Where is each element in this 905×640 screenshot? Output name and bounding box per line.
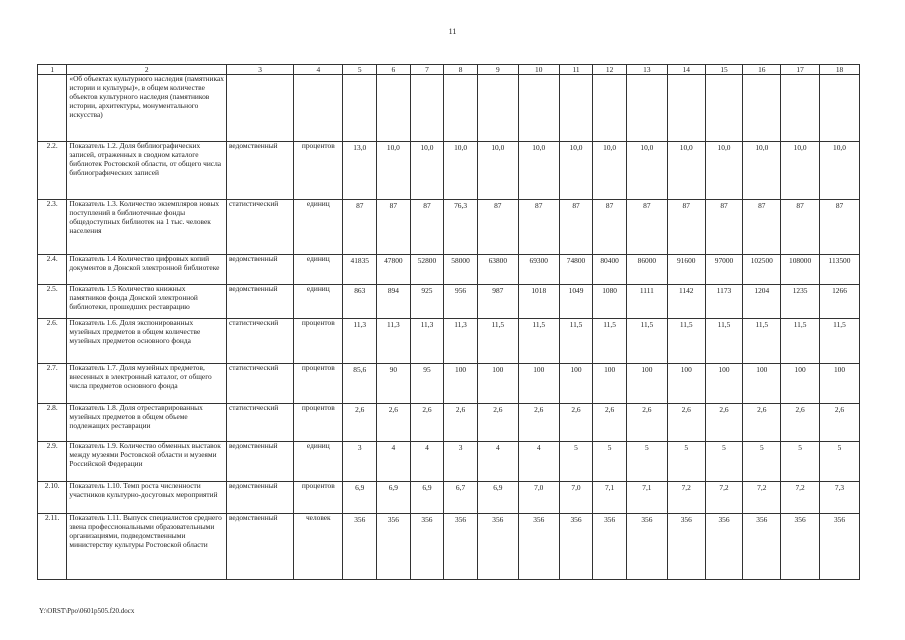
value-cell (626, 75, 667, 142)
value-cell: 76,3 (444, 200, 478, 255)
value-cell: 356 (667, 514, 705, 580)
table-row (38, 75, 860, 142)
column-number-row (38, 65, 860, 75)
row-number-cell: 2.8. (38, 404, 67, 442)
column-number-cell: 9 (477, 65, 518, 75)
table-row (38, 285, 860, 319)
value-cell: 11,5 (820, 319, 860, 364)
value-cell: 11,5 (593, 319, 627, 364)
unit-cell: человек (294, 514, 343, 580)
data-source-cell: статистический (226, 364, 293, 404)
value-cell: 11,3 (444, 319, 478, 364)
value-cell: 6,9 (477, 482, 518, 514)
column-number-cell: 2 (67, 65, 227, 75)
data-source-cell: ведомственный (226, 285, 293, 319)
column-number-cell: 13 (626, 65, 667, 75)
column-number-cell: 14 (667, 65, 705, 75)
indicator-name-cell: «Об объектах культурного наследия (памятниках истории и культуры)», в общем количестве объектов культурного наследия (памятников истории, архитектуры, монументального искусства) (67, 75, 227, 142)
row-number-cell: 2.3. (38, 200, 67, 255)
indicator-name-cell: Показатель 1.8. Доля отреставрированных музейных предметов в общем объеме подлежащих реставрации (67, 404, 227, 442)
value-cell: 100 (593, 364, 627, 404)
value-cell: 58000 (444, 255, 478, 285)
value-cell: 87 (518, 200, 559, 255)
value-cell: 100 (518, 364, 559, 404)
data-source-cell: статистический (226, 319, 293, 364)
value-cell: 7,3 (820, 482, 860, 514)
value-cell: 63800 (477, 255, 518, 285)
value-cell (518, 75, 559, 142)
unit-cell: единиц (294, 285, 343, 319)
data-source-cell: ведомственный (226, 482, 293, 514)
value-cell: 356 (626, 514, 667, 580)
value-cell (410, 75, 444, 142)
unit-cell: единиц (294, 255, 343, 285)
value-cell: 11,5 (667, 319, 705, 364)
row-number-cell: 2.10. (38, 482, 67, 514)
value-cell: 356 (343, 514, 377, 580)
table-row (38, 482, 860, 514)
value-cell (593, 75, 627, 142)
value-cell: 2,6 (518, 404, 559, 442)
value-cell: 10,0 (626, 142, 667, 200)
table-row (38, 514, 860, 580)
value-cell: 87 (343, 200, 377, 255)
value-cell: 5 (743, 442, 781, 482)
value-cell: 100 (705, 364, 743, 404)
value-cell: 85,6 (343, 364, 377, 404)
value-cell (705, 75, 743, 142)
value-cell: 113500 (820, 255, 860, 285)
value-cell: 2,6 (705, 404, 743, 442)
value-cell: 11,5 (518, 319, 559, 364)
value-cell: 6,9 (377, 482, 411, 514)
value-cell: 4 (477, 442, 518, 482)
value-cell: 87 (593, 200, 627, 255)
value-cell: 7,2 (781, 482, 820, 514)
value-cell: 1142 (667, 285, 705, 319)
value-cell: 956 (444, 285, 478, 319)
value-cell (377, 75, 411, 142)
column-number-cell: 15 (705, 65, 743, 75)
value-cell: 1235 (781, 285, 820, 319)
footer-file-path: Y:\ORST\Ppo\0601p505.f20.docx (39, 607, 135, 615)
value-cell: 11,5 (743, 319, 781, 364)
value-cell: 10,0 (743, 142, 781, 200)
column-number-cell: 8 (444, 65, 478, 75)
value-cell (343, 75, 377, 142)
column-number-cell: 12 (593, 65, 627, 75)
value-cell: 97000 (705, 255, 743, 285)
value-cell (477, 75, 518, 142)
value-cell: 87 (705, 200, 743, 255)
value-cell: 5 (820, 442, 860, 482)
value-cell: 10,0 (410, 142, 444, 200)
column-number-cell: 3 (226, 65, 293, 75)
value-cell: 108000 (781, 255, 820, 285)
value-cell: 356 (743, 514, 781, 580)
value-cell: 100 (743, 364, 781, 404)
row-number-cell: 2.2. (38, 142, 67, 200)
unit-cell (294, 75, 343, 142)
column-number-cell: 18 (820, 65, 860, 75)
value-cell: 2,6 (343, 404, 377, 442)
value-cell: 356 (377, 514, 411, 580)
value-cell: 356 (559, 514, 593, 580)
value-cell: 87 (781, 200, 820, 255)
value-cell: 2,6 (559, 404, 593, 442)
value-cell: 91600 (667, 255, 705, 285)
value-cell: 80400 (593, 255, 627, 285)
column-number-cell: 17 (781, 65, 820, 75)
value-cell: 987 (477, 285, 518, 319)
value-cell (559, 75, 593, 142)
value-cell: 1018 (518, 285, 559, 319)
data-source-cell: статистический (226, 404, 293, 442)
value-cell: 356 (705, 514, 743, 580)
column-number-cell: 4 (294, 65, 343, 75)
value-cell: 87 (377, 200, 411, 255)
value-cell: 2,6 (743, 404, 781, 442)
value-cell: 95 (410, 364, 444, 404)
value-cell: 2,6 (444, 404, 478, 442)
unit-cell: процентов (294, 364, 343, 404)
value-cell: 10,0 (444, 142, 478, 200)
indicator-name-cell: Показатель 1.5 Количество книжных памятников фонда Донской электронной библиотеки, прошедших реставрацию (67, 285, 227, 319)
value-cell: 87 (667, 200, 705, 255)
value-cell: 5 (559, 442, 593, 482)
value-cell: 6,7 (444, 482, 478, 514)
row-number-cell (38, 75, 67, 142)
value-cell: 7,1 (593, 482, 627, 514)
unit-cell: процентов (294, 404, 343, 442)
value-cell: 2,6 (593, 404, 627, 442)
column-number-cell: 5 (343, 65, 377, 75)
value-cell: 7,2 (667, 482, 705, 514)
value-cell: 5 (593, 442, 627, 482)
indicator-name-cell: Показатель 1.2. Доля библиографических записей, отраженных в сводном каталоге библиотек Ростовской области, от общего числа библиографических записей (67, 142, 227, 200)
value-cell: 2,6 (667, 404, 705, 442)
data-source-cell: ведомственный (226, 142, 293, 200)
unit-cell: единиц (294, 200, 343, 255)
column-number-cell: 1 (38, 65, 67, 75)
table-row (38, 142, 860, 200)
value-cell: 11,5 (477, 319, 518, 364)
value-cell: 1173 (705, 285, 743, 319)
value-cell: 356 (820, 514, 860, 580)
value-cell: 2,6 (820, 404, 860, 442)
value-cell: 87 (559, 200, 593, 255)
row-number-cell: 2.11. (38, 514, 67, 580)
value-cell: 7,0 (518, 482, 559, 514)
value-cell: 5 (626, 442, 667, 482)
value-cell: 52800 (410, 255, 444, 285)
value-cell: 87 (477, 200, 518, 255)
value-cell: 2,6 (410, 404, 444, 442)
value-cell: 356 (518, 514, 559, 580)
value-cell (667, 75, 705, 142)
value-cell: 10,0 (667, 142, 705, 200)
value-cell: 10,0 (377, 142, 411, 200)
value-cell: 3 (444, 442, 478, 482)
value-cell: 356 (593, 514, 627, 580)
value-cell: 1111 (626, 285, 667, 319)
value-cell: 11,5 (705, 319, 743, 364)
indicator-name-cell: Показатель 1.9. Количество обменных выставок между музеями Ростовской области и музеями Российской Федерации (67, 442, 227, 482)
value-cell: 7,2 (743, 482, 781, 514)
value-cell: 47800 (377, 255, 411, 285)
data-source-cell: ведомственный (226, 442, 293, 482)
value-cell: 10,0 (820, 142, 860, 200)
value-cell: 100 (626, 364, 667, 404)
row-number-cell: 2.6. (38, 319, 67, 364)
value-cell: 7,1 (626, 482, 667, 514)
value-cell: 87 (743, 200, 781, 255)
indicator-name-cell: Показатель 1.7. Доля музейных предметов, внесенных в электронный каталог, от общего числа предметов основного фонда (67, 364, 227, 404)
value-cell: 100 (477, 364, 518, 404)
value-cell: 100 (781, 364, 820, 404)
value-cell: 90 (377, 364, 411, 404)
value-cell: 41835 (343, 255, 377, 285)
unit-cell: процентов (294, 142, 343, 200)
value-cell: 3 (343, 442, 377, 482)
indicator-name-cell: Показатель 1.4 Количество цифровых копий документов в Донской электронной библиотеке (67, 255, 227, 285)
unit-cell: процентов (294, 482, 343, 514)
value-cell: 11,3 (377, 319, 411, 364)
row-number-cell: 2.9. (38, 442, 67, 482)
column-number-cell: 6 (377, 65, 411, 75)
column-number-cell: 11 (559, 65, 593, 75)
row-number-cell: 2.7. (38, 364, 67, 404)
table-row (38, 442, 860, 482)
data-source-cell: ведомственный (226, 514, 293, 580)
value-cell: 6,9 (343, 482, 377, 514)
value-cell: 74800 (559, 255, 593, 285)
table-row (38, 255, 860, 285)
value-cell (781, 75, 820, 142)
data-source-cell: статистический (226, 200, 293, 255)
value-cell: 863 (343, 285, 377, 319)
value-cell: 1080 (593, 285, 627, 319)
value-cell: 87 (626, 200, 667, 255)
value-cell: 7,2 (705, 482, 743, 514)
value-cell: 2,6 (477, 404, 518, 442)
column-number-cell: 16 (743, 65, 781, 75)
value-cell: 10,0 (477, 142, 518, 200)
value-cell: 5 (781, 442, 820, 482)
value-cell: 11,5 (559, 319, 593, 364)
value-cell: 1049 (559, 285, 593, 319)
value-cell: 356 (781, 514, 820, 580)
value-cell: 10,0 (518, 142, 559, 200)
table-row (38, 200, 860, 255)
value-cell: 5 (705, 442, 743, 482)
value-cell: 356 (410, 514, 444, 580)
value-cell: 4 (518, 442, 559, 482)
data-source-cell: ведомственный (226, 255, 293, 285)
unit-cell: процентов (294, 319, 343, 364)
value-cell (743, 75, 781, 142)
value-cell: 10,0 (559, 142, 593, 200)
value-cell: 356 (444, 514, 478, 580)
value-cell: 11,5 (781, 319, 820, 364)
value-cell: 2,6 (377, 404, 411, 442)
value-cell: 2,6 (781, 404, 820, 442)
indicator-name-cell: Показатель 1.10. Темп роста численности участников культурно-досуговых мероприятий (67, 482, 227, 514)
value-cell: 4 (410, 442, 444, 482)
value-cell: 11,5 (626, 319, 667, 364)
value-cell: 10,0 (781, 142, 820, 200)
row-number-cell: 2.4. (38, 255, 67, 285)
value-cell: 86000 (626, 255, 667, 285)
value-cell: 69300 (518, 255, 559, 285)
column-number-cell: 7 (410, 65, 444, 75)
value-cell: 4 (377, 442, 411, 482)
value-cell: 13,0 (343, 142, 377, 200)
column-number-cell: 10 (518, 65, 559, 75)
page-number: 11 (448, 27, 457, 36)
value-cell: 2,6 (626, 404, 667, 442)
value-cell: 5 (667, 442, 705, 482)
table-row (38, 404, 860, 442)
value-cell: 87 (820, 200, 860, 255)
unit-cell: единиц (294, 442, 343, 482)
value-cell: 100 (820, 364, 860, 404)
value-cell: 10,0 (593, 142, 627, 200)
value-cell: 894 (377, 285, 411, 319)
value-cell: 925 (410, 285, 444, 319)
indicator-name-cell: Показатель 1.3. Количество экземпляров новых поступлений в библиотечные фонды общедоступных библиотек на 1 тыс. человек населения (67, 200, 227, 255)
value-cell: 1204 (743, 285, 781, 319)
value-cell: 100 (444, 364, 478, 404)
table-row (38, 319, 860, 364)
value-cell: 102500 (743, 255, 781, 285)
indicator-name-cell: Показатель 1.11. Выпуск специалистов среднего звена профессиональными образовательными организациями, подведомственными министерству культуры Ростовской области (67, 514, 227, 580)
data-source-cell (226, 75, 293, 142)
value-cell: 87 (410, 200, 444, 255)
value-cell: 6,9 (410, 482, 444, 514)
table-row (38, 364, 860, 404)
value-cell: 10,0 (705, 142, 743, 200)
indicator-name-cell: Показатель 1.6. Доля экспонированных музейных предметов в общем количестве музейных предметов основного фонда (67, 319, 227, 364)
value-cell: 7,0 (559, 482, 593, 514)
value-cell: 100 (559, 364, 593, 404)
value-cell (820, 75, 860, 142)
value-cell: 11,3 (343, 319, 377, 364)
value-cell: 11,3 (410, 319, 444, 364)
row-number-cell: 2.5. (38, 285, 67, 319)
value-cell: 1266 (820, 285, 860, 319)
value-cell: 100 (667, 364, 705, 404)
value-cell: 356 (477, 514, 518, 580)
value-cell (444, 75, 478, 142)
indicators-table (37, 64, 860, 580)
